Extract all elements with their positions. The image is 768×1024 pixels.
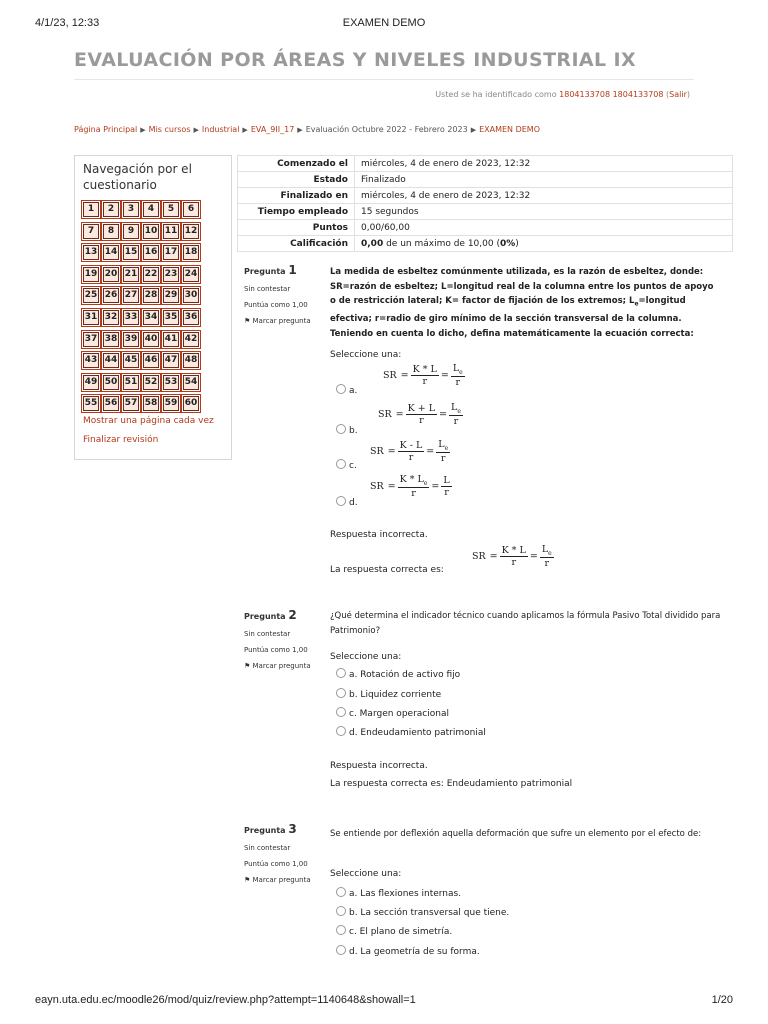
quiz-navigation-block	[74, 155, 232, 460]
question-text-3: Se entiende por deflexión aquella deformación que sufre un elemento por el efecto de:	[330, 829, 702, 839]
question-nav-button[interactable]: 32	[103, 310, 119, 325]
breadcrumb	[74, 125, 540, 134]
numerator	[398, 474, 430, 488]
breadcrumb-separator-icon: ▶	[297, 126, 303, 134]
question-nav-button[interactable]: 41	[163, 332, 179, 347]
flag-label: Marcar pregunta	[252, 317, 311, 325]
equals-sign: =	[529, 550, 538, 562]
summary-key: Finalizado en	[238, 188, 355, 204]
table-row	[238, 172, 733, 188]
question-nav-button[interactable]: 34	[143, 310, 159, 325]
answer-option-1c[interactable]	[336, 459, 357, 471]
denominator: r	[440, 452, 446, 464]
question-number: 2	[288, 608, 297, 622]
radio-button[interactable]	[336, 384, 346, 394]
formula-d	[368, 474, 452, 499]
question-nav-button[interactable]: 51	[123, 375, 139, 390]
correct-answer-label-1: La respuesta correcta es:	[330, 565, 444, 575]
summary-key: Tiempo empleado	[238, 204, 355, 220]
question-nav-button[interactable]: 60	[183, 396, 199, 411]
equals-sign: =	[489, 550, 498, 562]
equals-sign: =	[431, 480, 440, 492]
answer-option-3a[interactable]	[336, 887, 461, 899]
fraction	[441, 475, 451, 498]
question-nav-button[interactable]: 1	[83, 202, 99, 217]
option-text: a. Las flexiones internas.	[349, 889, 462, 899]
equals-sign: =	[439, 408, 448, 420]
denominator: r	[455, 376, 461, 388]
flag-label: Marcar pregunta	[252, 662, 311, 670]
radio-button[interactable]	[336, 496, 346, 506]
numerator-main: L	[541, 544, 549, 555]
numerator-sub: e	[444, 444, 449, 452]
numerator-main: L	[438, 439, 445, 450]
option-text: b. Liquidez corriente	[349, 690, 442, 700]
breadcrumb-separator-icon: ▶	[140, 126, 146, 134]
question-nav-button[interactable]: 11	[163, 224, 179, 239]
option-letter: b.	[349, 426, 358, 436]
breadcrumb-section: Evaluación Octubre 2022 - Febrero 2023	[305, 125, 468, 134]
question-points: Puntúa como 1,00	[244, 860, 308, 868]
correct-answer-value: Endeudamiento patrimonial	[446, 779, 573, 789]
fraction	[436, 439, 450, 464]
grade-percent: 0%	[499, 238, 516, 249]
summary-value: Finalizado	[355, 172, 733, 188]
question-nav-button[interactable]: 8	[103, 224, 119, 239]
denominator: r	[453, 415, 459, 427]
question-nav-button[interactable]: 25	[83, 288, 99, 303]
select-one-label: Seleccione una:	[330, 652, 402, 662]
numerator	[540, 544, 554, 558]
flag-label: Marcar pregunta	[252, 876, 311, 884]
numerator-sub: e	[459, 368, 463, 376]
question-status: Sin contestar	[244, 630, 291, 638]
feedback-incorrect-2: Respuesta incorrecta.	[330, 761, 428, 771]
numerator-sub: e	[423, 479, 428, 487]
question-nav-button[interactable]: 48	[183, 353, 199, 368]
question-nav-button[interactable]: 5	[163, 202, 179, 217]
table-row	[238, 220, 733, 236]
question-nav-button[interactable]: 23	[163, 267, 179, 282]
option-letter: d.	[349, 498, 358, 508]
question-number-label	[244, 263, 324, 277]
numerator-main: K * L	[399, 474, 424, 485]
question-nav-button[interactable]: 15	[123, 245, 139, 260]
denominator: r	[444, 486, 449, 498]
feedback-incorrect-1: Respuesta incorrecta.	[330, 530, 428, 540]
option-text: d. La geometría de su forma.	[349, 947, 480, 957]
question-nav-button[interactable]: 7	[83, 224, 99, 239]
question-status: Sin contestar	[244, 844, 291, 852]
flag-question-button[interactable]	[244, 662, 324, 670]
denominator: r	[411, 487, 416, 499]
question-nav-button[interactable]: 27	[123, 288, 139, 303]
question-text-part: =longitud efectiva; r=radio de giro mínimo de la sección transversal de la columna. Teniendo en cuenta lo dicho, defina matemáticamente la ecuación correcta:	[330, 296, 694, 339]
question-nav-button[interactable]: 30	[183, 288, 199, 303]
answer-option-1a[interactable]	[336, 384, 357, 396]
answer-option-1b[interactable]	[336, 424, 358, 436]
question-nav-button[interactable]: 40	[143, 332, 159, 347]
equals-sign: =	[440, 369, 449, 381]
equals-sign: =	[400, 369, 409, 381]
answer-option-3d[interactable]	[336, 945, 480, 957]
question-nav-button[interactable]: 56	[103, 396, 119, 411]
question-nav-button[interactable]: 14	[103, 245, 119, 260]
numerator-main: L	[451, 402, 458, 413]
question-nav-button[interactable]: 45	[123, 353, 139, 368]
question-nav-button[interactable]: 35	[163, 310, 179, 325]
answer-option-3b[interactable]	[336, 906, 509, 918]
breadcrumb-separator-icon: ▶	[193, 126, 199, 134]
correct-answer-prefix: La respuesta correcta es:	[330, 779, 444, 789]
breadcrumb-my-courses[interactable]: Mis cursos	[148, 125, 191, 134]
formula-sr: SR	[472, 550, 486, 562]
denominator: r	[408, 451, 414, 463]
question-nav-button[interactable]: 22	[143, 267, 159, 282]
equals-sign: =	[395, 408, 404, 420]
radio-button[interactable]	[336, 688, 346, 698]
denominator: r	[544, 557, 550, 569]
grade-value: 0,00	[361, 238, 384, 249]
pregunta-label: Pregunta	[244, 267, 286, 276]
table-row	[238, 156, 733, 172]
table-row	[238, 236, 733, 252]
select-one-label: Seleccione una:	[330, 869, 402, 879]
print-datetime: 4/1/23, 12:33	[35, 17, 100, 29]
header-divider	[74, 79, 694, 80]
question-nav-button[interactable]: 47	[163, 353, 179, 368]
formula-sr: SR	[370, 445, 384, 457]
answer-option-3c[interactable]	[336, 925, 452, 937]
question-nav-button[interactable]: 43	[83, 353, 99, 368]
question-nav-button[interactable]: 17	[163, 245, 179, 260]
option-text: a. Rotación de activo fijo	[349, 670, 461, 680]
breadcrumb-quiz[interactable]: EXAMEN DEMO	[479, 125, 540, 134]
question-nav-button[interactable]: 4	[143, 202, 159, 217]
user-link[interactable]: 1804133708 1804133708	[559, 90, 664, 99]
numerator: K * L	[412, 363, 437, 375]
question-nav-button[interactable]: 20	[103, 267, 119, 282]
print-page-number: 1/20	[711, 994, 733, 1006]
numerator: K - L	[399, 439, 423, 451]
denominator: r	[419, 414, 424, 426]
print-doc-title: EXAMEN DEMO	[342, 17, 426, 29]
correct-answer-2	[330, 779, 572, 789]
question-nav-button[interactable]: 37	[83, 332, 99, 347]
question-nav-button[interactable]: 57	[123, 396, 139, 411]
flag-question-button[interactable]	[244, 876, 324, 884]
attempt-summary-table	[237, 155, 733, 252]
radio-button[interactable]	[336, 668, 346, 678]
question-nav-button[interactable]: 38	[103, 332, 119, 347]
radio-button[interactable]	[336, 945, 346, 955]
correct-formula	[470, 544, 554, 569]
summary-key: Comenzado el	[238, 156, 355, 172]
fraction	[406, 403, 437, 426]
fraction	[449, 402, 463, 427]
radio-button[interactable]	[336, 726, 346, 736]
grade-max: de un máximo de 10,00 (	[386, 238, 500, 249]
breadcrumb-home[interactable]: Página Principal	[74, 125, 138, 134]
option-letter: a.	[349, 386, 358, 396]
denominator: r	[511, 556, 517, 568]
flag-icon: ⚑	[244, 662, 251, 670]
pregunta-label: Pregunta	[244, 612, 286, 621]
fraction	[451, 363, 465, 388]
question-status: Sin contestar	[244, 285, 291, 293]
quiz-navigation-title: Navegación por el cuestionario	[83, 162, 192, 192]
summary-value: miércoles, 4 de enero de 2023, 12:32	[355, 156, 733, 172]
question-points: Puntúa como 1,00	[244, 301, 308, 309]
select-one-label: Seleccione una:	[330, 350, 402, 360]
fraction	[398, 474, 430, 499]
numerator: K * L	[501, 544, 526, 556]
formula-sr: SR	[370, 480, 384, 492]
question-nav-button[interactable]: 26	[103, 288, 119, 303]
question-points: Puntúa como 1,00	[244, 646, 308, 654]
question-info-2	[244, 608, 324, 678]
option-letter: c.	[349, 461, 357, 471]
question-nav-button[interactable]: 55	[83, 396, 99, 411]
finish-review-link[interactable]: Finalizar revisión	[83, 435, 159, 445]
formula-c	[368, 439, 450, 464]
question-nav-button[interactable]: 36	[183, 310, 199, 325]
question-nav-button[interactable]: 42	[183, 332, 199, 347]
summary-key: Estado	[238, 172, 355, 188]
question-nav-button[interactable]: 18	[183, 245, 199, 260]
question-nav-button[interactable]: 54	[183, 375, 199, 390]
summary-value: 15 segundos	[355, 204, 733, 220]
question-text-sub: e	[634, 300, 639, 308]
answer-option-1d[interactable]	[336, 496, 358, 508]
question-nav-button[interactable]: 2	[103, 202, 119, 217]
question-number-label	[244, 822, 324, 836]
question-nav-button[interactable]: 19	[83, 267, 99, 282]
option-text: b. La sección transversal que tiene.	[349, 908, 510, 918]
equals-sign: =	[387, 445, 396, 457]
summary-value	[355, 236, 733, 252]
formula-a	[381, 363, 465, 388]
question-info-3	[244, 822, 324, 892]
radio-button[interactable]	[336, 925, 346, 935]
option-text: c. Margen operacional	[349, 709, 449, 719]
formula-b	[376, 402, 463, 427]
breadcrumb-category[interactable]: Industrial	[201, 125, 240, 134]
question-nav-button[interactable]: 52	[143, 375, 159, 390]
radio-button[interactable]	[336, 424, 346, 434]
equals-sign: =	[387, 480, 396, 492]
question-nav-button[interactable]: 29	[163, 288, 179, 303]
numerator	[436, 439, 450, 453]
numerator-sub: e	[457, 407, 461, 415]
summary-value: 0,00/60,00	[355, 220, 733, 236]
login-prefix: Usted se ha identificado como	[435, 90, 557, 99]
breadcrumb-course[interactable]: EVA_9II_17	[250, 125, 295, 134]
breadcrumb-separator-icon: ▶	[470, 126, 477, 134]
answer-option-2c[interactable]	[336, 707, 449, 719]
question-info-1	[244, 263, 324, 333]
print-url: eayn.uta.edu.ec/moodle26/mod/quiz/review.php?attempt=1140648&showall=1	[35, 994, 416, 1006]
breadcrumb-separator-icon: ▶	[242, 126, 248, 134]
question-nav-button[interactable]: 44	[103, 353, 119, 368]
question-nav-button[interactable]: 6	[183, 202, 199, 217]
option-text: d. Endeudamiento patrimonial	[349, 728, 486, 738]
numerator: L	[443, 474, 450, 486]
question-nav-button[interactable]: 21	[123, 267, 139, 282]
numerator-main: L	[452, 363, 460, 374]
question-text-part: La medida de esbeltez comúnmente utilizada, es la razón de esbeltez, donde: SR=razón de esbeltez; L=longitud real de la columna entre los puntos de apoyo o de restricción lateral; K= factor de fijación de los extremos; L	[330, 267, 714, 306]
pregunta-label: Pregunta	[244, 826, 286, 835]
site-title: EVALUACIÓN POR ÁREAS Y NIVELES INDUSTRIAL IX	[74, 49, 637, 71]
answer-option-2d[interactable]	[336, 726, 486, 738]
grade-close: )	[515, 238, 519, 249]
formula-sr: SR	[378, 408, 392, 420]
question-nav-button[interactable]: 13	[83, 245, 99, 260]
question-text-2: ¿Qué determina el indicador técnico cuando aplicamos la fórmula Pasivo Total dividido para Patrimonio?	[330, 611, 721, 636]
fraction	[500, 545, 528, 568]
summary-key: Calificación	[238, 236, 355, 252]
question-number: 1	[288, 263, 297, 277]
question-nav-button[interactable]: 9	[123, 224, 139, 239]
summary-key: Puntos	[238, 220, 355, 236]
numerator	[451, 363, 465, 377]
question-nav-button[interactable]: 53	[163, 375, 179, 390]
question-nav-button[interactable]: 3	[123, 202, 139, 217]
fraction	[398, 440, 425, 463]
denominator: r	[422, 375, 428, 387]
question-text-1	[330, 265, 722, 341]
radio-button[interactable]	[336, 707, 346, 717]
question-nav-button[interactable]: 24	[183, 267, 199, 282]
question-nav-button[interactable]: 10	[143, 224, 159, 239]
question-nav-button[interactable]: 46	[143, 353, 159, 368]
equals-sign: =	[426, 445, 435, 457]
radio-button[interactable]	[336, 887, 346, 897]
login-info: Usted se ha identificado como 1804133708 1804133708 (Salir)	[435, 90, 690, 99]
question-nav-button[interactable]: 28	[143, 288, 159, 303]
answer-option-2a[interactable]	[336, 668, 460, 680]
question-nav-button[interactable]: 50	[103, 375, 119, 390]
flag-question-button[interactable]	[244, 317, 324, 325]
radio-button[interactable]	[336, 459, 346, 469]
formula-sr: SR	[383, 369, 397, 381]
table-row	[238, 188, 733, 204]
show-one-page-link[interactable]: Mostrar una página cada vez	[83, 416, 214, 426]
question-number: 3	[288, 822, 297, 836]
numerator	[449, 402, 463, 416]
logout-link[interactable]: Salir	[669, 90, 687, 99]
question-number-label	[244, 608, 324, 622]
question-nav-button[interactable]: 31	[83, 310, 99, 325]
numerator-sub: e	[548, 549, 552, 557]
flag-icon: ⚑	[244, 876, 251, 884]
question-nav-button[interactable]: 33	[123, 310, 139, 325]
option-text: c. El plano de simetría.	[349, 927, 453, 937]
question-nav-button[interactable]: 16	[143, 245, 159, 260]
fraction	[411, 364, 439, 387]
summary-value: miércoles, 4 de enero de 2023, 12:32	[355, 188, 733, 204]
fraction	[540, 544, 554, 569]
answer-option-2b[interactable]	[336, 688, 441, 700]
flag-icon: ⚑	[244, 317, 251, 325]
question-nav-button[interactable]: 58	[143, 396, 159, 411]
question-nav-button[interactable]: 12	[183, 224, 199, 239]
radio-button[interactable]	[336, 906, 346, 916]
numerator: K + L	[407, 402, 436, 414]
question-nav-button[interactable]: 39	[123, 332, 139, 347]
question-nav-button[interactable]: 49	[83, 375, 99, 390]
question-nav-button[interactable]: 59	[163, 396, 179, 411]
table-row	[238, 204, 733, 220]
